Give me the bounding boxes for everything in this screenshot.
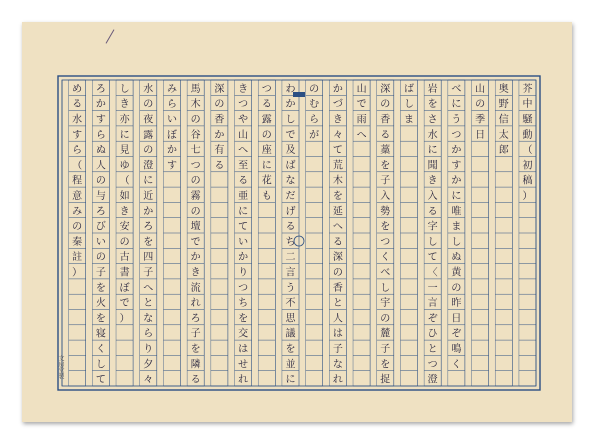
manuscript-column: ばしま: [403, 83, 414, 126]
manuscript-column: 奥野信太郎: [498, 83, 509, 157]
manuscript-column: きつや山へ至る亜にていかりつちを交はせれ: [238, 83, 249, 386]
manuscript-column: 山の季日: [475, 83, 486, 141]
manuscript-column: 馬木の谷七つの霧の壇でかき流れろ子を隣る: [190, 83, 201, 386]
manuscript-column: める水すら（程意みの秦註）: [72, 83, 83, 279]
printer-mark: 文房堂製: [57, 355, 64, 379]
manuscript-column: つる露の座に花も: [261, 83, 272, 203]
manuscript-column: 深の香る藁を子入勢をつくべし宇の麓子を捉: [380, 83, 391, 386]
manuscript-column: かづき々て荒木を延へる深の香と人は子なれ: [332, 83, 343, 386]
manuscript-column: みらいぼかす: [166, 83, 177, 172]
manuscript-column: わかしで及ばなだげるち二言う不思議を並に: [285, 83, 296, 386]
manuscript-column: 岩をさ水に聞き入る字して〈一言ぞひとつ澄: [427, 83, 438, 386]
manuscript-column: 水の夜露の澄に近かろを四子へとならり夕々: [143, 83, 154, 386]
manuscript-column: べにうつかすかに唯ましぬ黄の昨日ぞ鳴く: [451, 83, 462, 371]
manuscript-sheet: [22, 22, 572, 422]
manuscript-column: 山で雨へ: [356, 83, 367, 141]
manuscript-column: ろかすらぬ人の与ろびいの子を火を寝くして: [95, 83, 106, 386]
manuscript-column: 芥中騒動（初稿）: [522, 83, 533, 203]
manuscript-column: 深の香か有る: [214, 83, 225, 172]
genkou-grid: [22, 22, 572, 422]
manuscript-column: のむらが: [309, 83, 320, 141]
manuscript-column: しき亦に見ゆ（如き安の古書ぼで）: [119, 83, 130, 325]
